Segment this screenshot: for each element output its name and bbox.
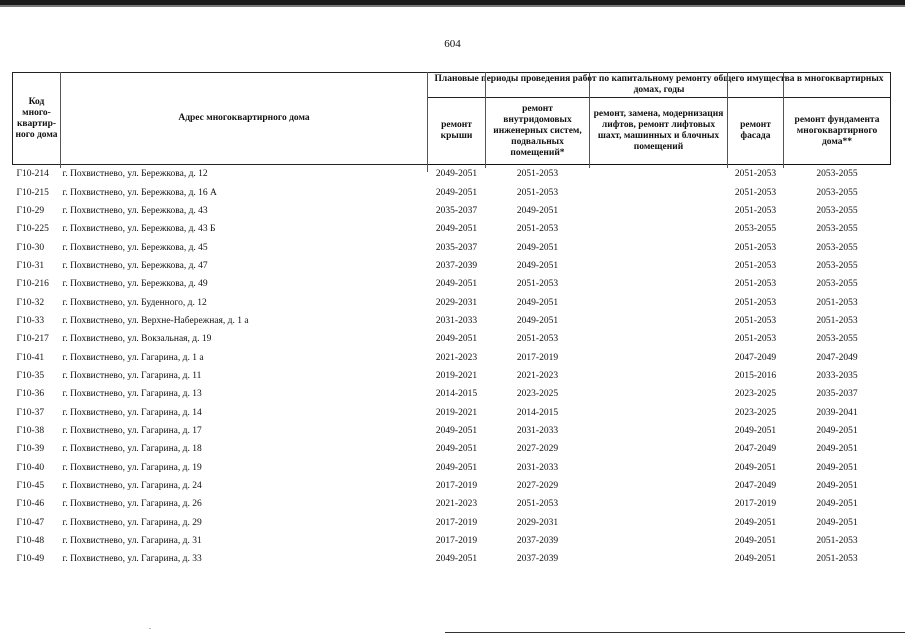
table-row [13,330,891,348]
cell-elevators [590,532,728,550]
cell-elevators [590,257,728,275]
cell-facade: 2023-2025 [734,407,777,418]
table-row [13,293,891,311]
cell-code: Г10-48 [16,536,45,547]
cell-facade: 2051-2053 [734,279,777,290]
cell-systems: 2031-2033 [516,425,559,436]
cell-code: Г10-47 [16,517,45,528]
cell-roof: 2035-2037 [435,205,478,216]
table-row [13,459,891,477]
cell-systems: 2051-2053 [516,224,559,235]
cell-roof: 2017-2019 [435,536,478,547]
cell-foundation: 2035-2037 [816,389,858,400]
column-divider [427,72,428,172]
table-row [13,220,891,238]
cell-systems: 2027-2029 [516,444,559,455]
cell-elevators [590,202,728,220]
cell-address: г. Похвистнево, ул. Бережкова, д. 49 [62,279,208,290]
table-row [13,275,891,293]
table-row [13,202,891,220]
cell-address: г. Похвистнево, ул. Гагарина, д. 26 [62,499,202,510]
cell-systems: 2027-2029 [516,481,559,492]
column-divider [727,72,728,168]
cell-address: г. Похвистнево, ул. Гагарина, д. 29 [62,517,202,528]
cell-facade: 2049-2051 [734,462,777,473]
column-divider [60,72,61,168]
cell-facade: 2049-2051 [734,425,777,436]
cell-elevators [590,165,728,184]
cell-elevators [590,293,728,311]
cell-elevators [590,477,728,495]
cell-elevators [590,183,728,201]
cell-code: Г10-40 [16,462,45,473]
cell-foundation: 2053-2055 [816,260,858,271]
header-foundation: ремонт фундамента многоквартирного дома** [784,98,891,165]
cell-foundation: 2051-2053 [816,297,858,308]
cell-facade: 2051-2053 [734,334,777,345]
table-row [13,165,891,184]
cell-systems: 2049-2051 [516,297,559,308]
cell-roof: 2049-2051 [435,187,478,198]
cell-address: г. Похвистнево, ул. Бережкова, д. 47 [62,260,208,271]
cell-facade: 2015-2016 [734,370,777,381]
table-row [13,257,891,275]
cell-roof: 2049-2051 [435,334,478,345]
header-roof: ремонт крыши [428,98,486,165]
cell-code: Г10-30 [16,242,45,253]
cell-code: Г10-32 [16,297,45,308]
capital-repair-schedule-table [12,72,891,569]
cell-code: Г10-33 [16,315,45,326]
cell-elevators [590,495,728,513]
cell-facade: 2017-2019 [734,499,777,510]
cell-systems: 2049-2051 [516,205,559,216]
cell-foundation: 2047-2049 [816,352,858,363]
header-facade: ремонт фасада [728,98,784,165]
cell-code: Г10-215 [16,187,49,198]
cell-foundation: 2049-2051 [816,425,858,436]
cell-foundation: 2053-2055 [816,169,858,180]
table-row [13,477,891,495]
bottom-rule [445,632,905,633]
cell-address: г. Похвистнево, ул. Гагарина, д. 18 [62,444,202,455]
table-row [13,550,891,568]
cell-code: Г10-38 [16,425,45,436]
cell-systems: 2037-2039 [516,554,559,565]
cell-address: г. Похвистнево, ул. Гагарина, д. 17 [62,425,202,436]
cell-code: Г10-36 [16,389,45,400]
cell-roof: 2035-2037 [435,242,478,253]
cell-foundation: 2049-2051 [816,499,858,510]
cell-code: Г10-37 [16,407,45,418]
cell-facade: 2051-2053 [734,315,777,326]
table-header [13,73,891,165]
cell-facade: 2049-2051 [734,554,777,565]
cell-facade: 2051-2053 [734,187,777,198]
cell-elevators [590,220,728,238]
cell-systems: 2049-2051 [516,242,559,253]
cell-roof: 2049-2051 [435,279,478,290]
cell-address: г. Похвистнево, ул. Бережкова, д. 45 [62,242,208,253]
cell-systems: 2051-2053 [516,334,559,345]
cell-code: Г10-39 [16,444,45,455]
cell-roof: 2049-2051 [435,169,478,180]
cell-roof: 2037-2039 [435,260,478,271]
cell-code: Г10-31 [16,260,45,271]
cell-address: г. Похвистнево, ул. Вокзальная, д. 19 [62,334,212,345]
cell-facade: 2023-2025 [734,389,777,400]
cell-foundation: 2049-2051 [816,444,858,455]
table-row [13,495,891,513]
cell-address: г. Похвистнево, ул. Гагарина, д. 24 [62,481,202,492]
cell-roof: 2049-2051 [435,444,478,455]
cell-systems: 2031-2033 [516,462,559,473]
table-row [13,532,891,550]
cell-elevators [590,275,728,293]
cell-elevators [590,440,728,458]
cell-elevators [590,367,728,385]
cell-roof: 2014-2015 [435,389,478,400]
cell-elevators [590,348,728,366]
cell-foundation: 2051-2053 [816,554,858,565]
cell-code: Г10-49 [16,554,45,565]
cell-facade: 2051-2053 [734,169,777,180]
top-border-shadow [0,5,905,7]
header-address: Адрес многоквартирного дома [61,73,428,165]
cell-address: г. Похвистнево, ул. Бережкова, д. 43 [62,205,208,216]
cell-elevators [590,422,728,440]
cell-facade: 2047-2049 [734,481,777,492]
cell-elevators [590,238,728,256]
table-row [13,514,891,532]
cell-code: Г10-46 [16,499,45,510]
column-divider [589,72,590,168]
table-row [13,422,891,440]
cell-foundation: 2049-2051 [816,517,858,528]
cell-systems: 2049-2051 [516,260,559,271]
table-row [13,312,891,330]
cell-elevators [590,459,728,477]
cell-systems: 2051-2053 [516,169,559,180]
cell-foundation: 2053-2055 [816,242,858,253]
cell-roof: 2019-2021 [435,370,478,381]
cell-roof: 2019-2021 [435,407,478,418]
cell-foundation: 2051-2053 [816,315,858,326]
cell-code: Г10-41 [16,352,45,363]
cell-foundation: 2053-2055 [816,205,858,216]
cell-foundation: 2053-2055 [816,279,858,290]
cell-facade: 2049-2051 [734,536,777,547]
cell-elevators [590,550,728,568]
cell-roof: 2021-2023 [435,499,478,510]
table-row [13,403,891,421]
cell-address: г. Похвистнево, ул. Бережкова, д. 16 А [62,187,217,198]
cell-address: г. Похвистнево, ул. Гагарина, д. 1 а [62,352,204,363]
cell-foundation: 2053-2055 [816,187,858,198]
table-row [13,183,891,201]
cell-facade: 2051-2053 [734,260,777,271]
cell-elevators [590,403,728,421]
cell-facade: 2051-2053 [734,242,777,253]
cell-systems: 2049-2051 [516,315,559,326]
cell-roof: 2031-2033 [435,315,478,326]
cell-elevators [590,514,728,532]
cell-roof: 2049-2051 [435,425,478,436]
cell-systems: 2051-2053 [516,279,559,290]
table-row [13,238,891,256]
cell-foundation: 2049-2051 [816,462,858,473]
header-elevators: ремонт, замена, модернизация лифтов, ремонт лифтовых шахт, машинных и блочных помещений [590,98,728,165]
cell-elevators [590,312,728,330]
cell-facade: 2047-2049 [734,444,777,455]
cell-code: Г10-216 [16,279,49,290]
cell-roof: 2049-2051 [435,554,478,565]
cell-address: г. Похвистнево, ул. Гагарина, д. 11 [62,370,202,381]
cell-systems: 2051-2053 [516,187,559,198]
cell-elevators [590,330,728,348]
cell-address: г. Похвистнево, ул. Буденного, д. 12 [62,297,207,308]
cell-facade: 2051-2053 [734,205,777,216]
cell-facade: 2053-2055 [734,224,777,235]
header-periods-group: Плановые периоды проведения работ по капитальному ремонту общего имущества в многоквартирных домах, годы [428,73,891,98]
cell-roof: 2029-2031 [435,297,478,308]
cell-roof: 2021-2023 [435,352,478,363]
scan-speck [149,628,151,629]
cell-foundation: 2053-2055 [816,224,858,235]
cell-address: г. Похвистнево, ул. Гагарина, д. 13 [62,389,202,400]
cell-address: г. Похвистнево, ул. Бережкова, д. 12 [62,169,208,180]
cell-address: г. Похвистнево, ул. Гагарина, д. 19 [62,462,202,473]
cell-elevators [590,385,728,403]
cell-address: г. Похвистнево, ул. Гагарина, д. 14 [62,407,202,418]
table-row [13,440,891,458]
cell-systems: 2037-2039 [516,536,559,547]
table-body [13,165,891,569]
table-row [13,385,891,403]
cell-roof: 2017-2019 [435,481,478,492]
cell-address: г. Похвистнево, ул. Верхне-Набережная, д. 1 а [62,315,249,326]
cell-address: г. Похвистнево, ул. Бережкова, д. 43 Б [62,224,216,235]
cell-foundation: 2049-2051 [816,481,858,492]
cell-code: Г10-29 [16,205,45,216]
table-row [13,348,891,366]
column-divider [783,72,784,168]
cell-address: г. Похвистнево, ул. Гагарина, д. 33 [62,554,202,565]
page-number: 604 [444,38,461,50]
cell-code: Г10-217 [16,334,49,345]
cell-systems: 2021-2023 [516,370,559,381]
cell-systems: 2023-2025 [516,389,559,400]
cell-roof: 2017-2019 [435,517,478,528]
cell-systems: 2029-2031 [516,517,559,528]
cell-facade: 2051-2053 [734,297,777,308]
header-systems: ремонт внутридомовых инженерных систем, подвальных помещений* [486,98,590,165]
cell-foundation: 2039-2041 [816,407,858,418]
cell-foundation: 2033-2035 [816,370,858,381]
column-divider [485,72,486,168]
cell-code: Г10-225 [16,224,49,235]
cell-address: г. Похвистнево, ул. Гагарина, д. 31 [62,536,202,547]
cell-systems: 2014-2015 [516,407,559,418]
cell-systems: 2051-2053 [516,499,559,510]
cell-foundation: 2051-2053 [816,536,858,547]
table-row [13,367,891,385]
cell-facade: 2047-2049 [734,352,777,363]
cell-roof: 2049-2051 [435,462,478,473]
cell-code: Г10-35 [16,370,45,381]
cell-roof: 2049-2051 [435,224,478,235]
cell-facade: 2049-2051 [734,517,777,528]
header-code: Код много-квартир-ного дома [13,73,61,165]
cell-systems: 2017-2019 [516,352,559,363]
cell-code: Г10-45 [16,481,45,492]
cell-foundation: 2053-2055 [816,334,858,345]
cell-code: Г10-214 [16,169,49,180]
